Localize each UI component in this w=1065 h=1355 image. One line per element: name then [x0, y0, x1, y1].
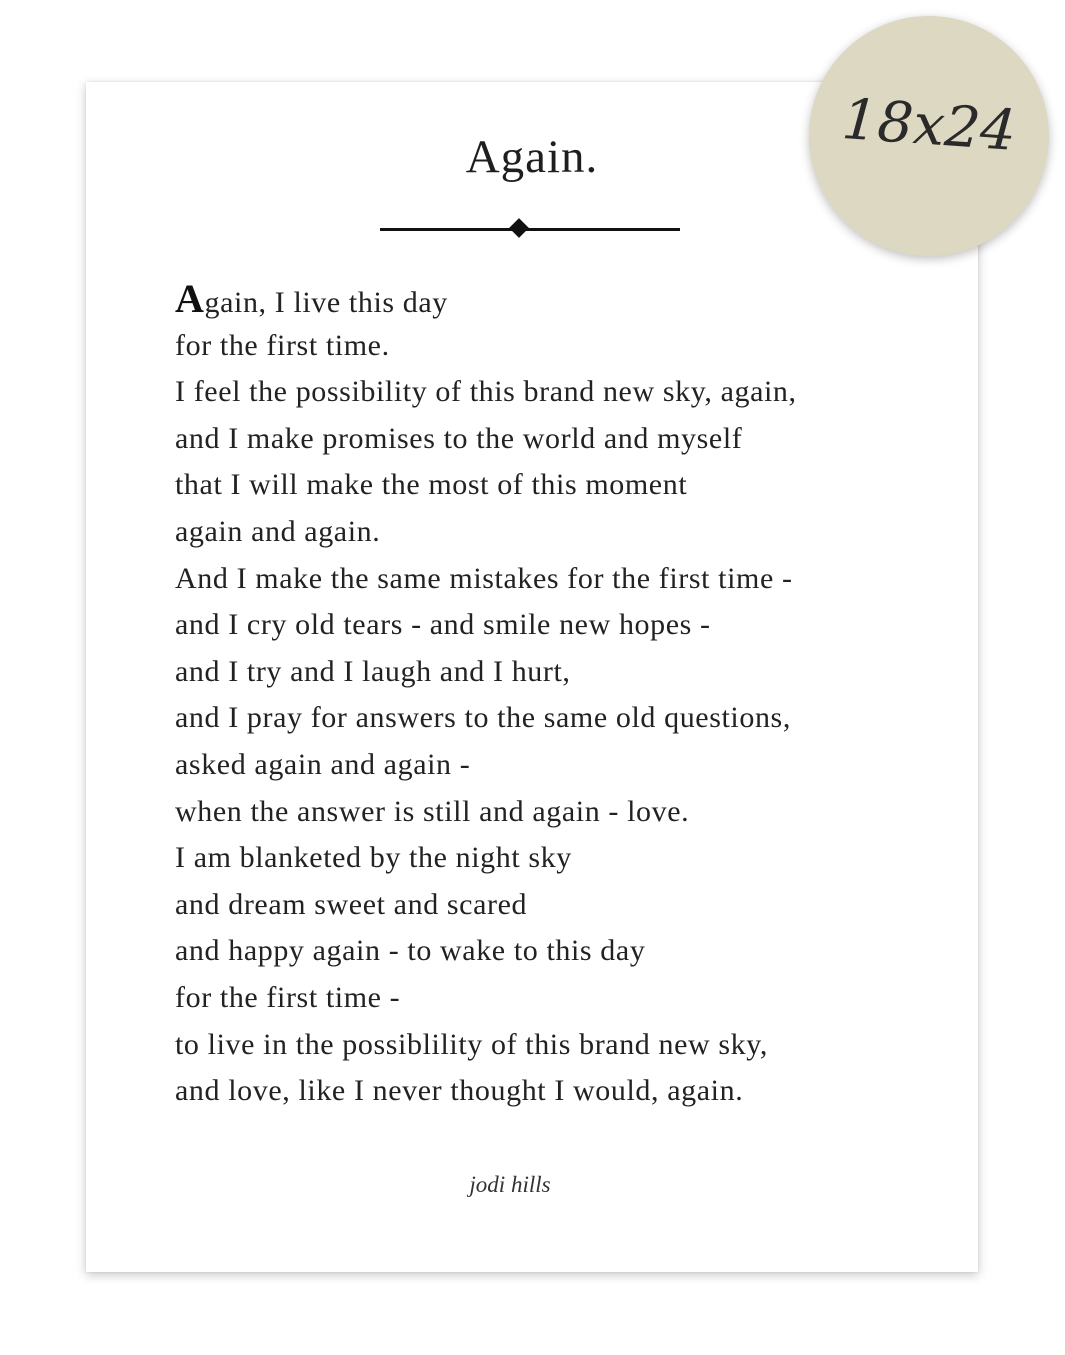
poem-line: again and again. — [175, 514, 381, 548]
poem-line: And I make the same mistakes for the first time - — [175, 561, 793, 595]
divider-rule — [380, 228, 680, 231]
poem-line: for the first time. — [175, 328, 390, 362]
poem-line-1 — [175, 276, 935, 323]
poem-line: I feel the possibility of this brand new sky, again, — [175, 375, 797, 409]
poem-line: I am blanketed by the night sky — [175, 841, 572, 875]
poem-line: for the first time - — [175, 980, 401, 1014]
poem-body — [175, 276, 935, 1115]
diamond-ornament-icon — [509, 218, 529, 238]
poem-line: and I try and I laugh and I hurt, — [175, 654, 571, 688]
poem-line: and I make promises to the world and myself — [175, 421, 743, 455]
poem-line: and I pray for answers to the same old questions, — [175, 701, 791, 735]
poem-line: and love, like I never thought I would, again. — [175, 1074, 744, 1108]
author-signature: jodi hills — [469, 1172, 551, 1197]
poem-line: and dream sweet and scared — [175, 887, 528, 921]
poem-line: and happy again - to wake to this day — [175, 934, 646, 968]
size-badge — [809, 16, 1049, 256]
poster-print — [86, 82, 978, 1272]
first-line-text: gain, I live this day — [204, 286, 448, 319]
poem-line: asked again and again - — [175, 747, 471, 781]
poem-line: to live in the possiblility of this brand new sky, — [175, 1027, 769, 1061]
size-badge-label: 18x24 — [839, 87, 1019, 164]
poem-line: when the answer is still and again - love. — [175, 794, 690, 828]
poem-line: and I cry old tears - and smile new hopes - — [175, 608, 711, 642]
initial-letter: A — [175, 276, 205, 321]
poem-title: Again. — [465, 131, 599, 183]
title-divider — [380, 218, 680, 240]
poem-line: that I will make the most of this moment — [175, 468, 688, 502]
